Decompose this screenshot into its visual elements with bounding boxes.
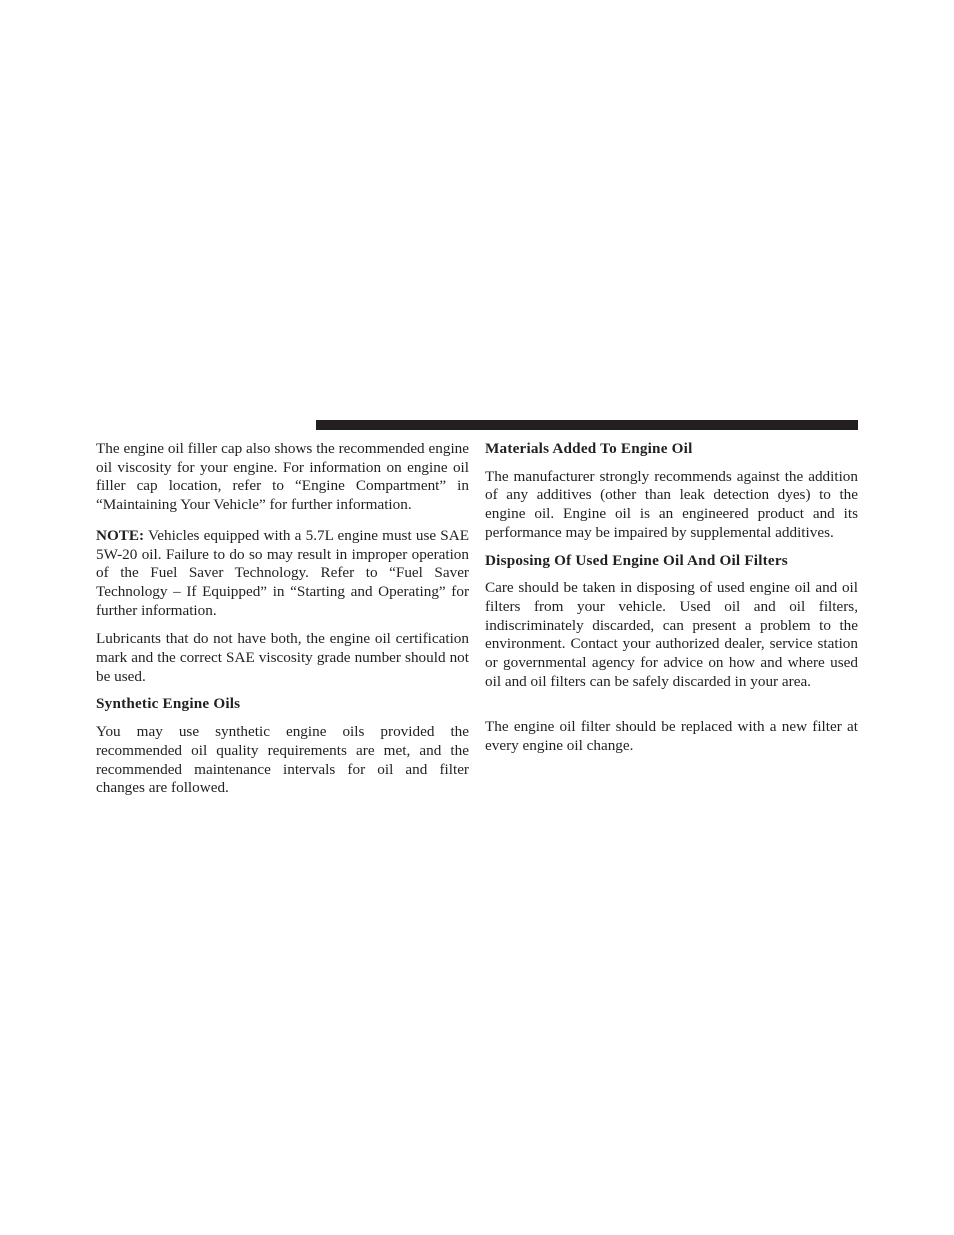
section-rule — [316, 420, 858, 430]
paragraph-filler-cap: The engine oil filler cap also shows the recommended engine oil viscosity for your engine. For information on engine oil filler cap location, refer to “Engine Compartment” in “Maintaining Your Vehicle” for further information. — [96, 440, 469, 514]
right-column — [485, 440, 858, 756]
left-column — [96, 440, 469, 798]
note-paragraph — [96, 527, 469, 621]
paragraph-materials-added: The manufacturer strongly recommends against the addition of any additives (other than leak detection dyes) to the engine oil. Engine oil is an engineered product and its performance may be impaired by supplemental additives. — [485, 467, 858, 541]
heading-materials-added: Materials Added To Engine Oil — [485, 440, 693, 457]
heading-synthetic-oils: Synthetic Engine Oils — [96, 695, 241, 713]
heading-disposing: Disposing Of Used Engine Oil And Oil Filters — [485, 551, 788, 569]
paragraph-synthetic-oils: You may use synthetic engine oils provided the recommended oil quality requirements are met, and the recommended maintenance intervals for oil and filter changes are followed. — [96, 723, 469, 797]
paragraph-lubricants: Lubricants that do not have both, the engine oil certification mark and the correct SAE viscosity grade number should not be used. — [96, 630, 469, 685]
paragraph-oil-filter: The engine oil filter should be replaced with a new filter at every engine oil change. — [485, 718, 858, 755]
note-text: Vehicles equipped with a 5.7L engine must use SAE 5W-20 oil. Failure to do so may result in improper operation of the Fuel Saver Technology. Refer to “Fuel Saver Technology – If Equipped” in “Starting and Operating” for further information. — [96, 526, 469, 619]
note-label: NOTE: — [96, 526, 145, 544]
paragraph-disposing: Care should be taken in disposing of used engine oil and oil filters from your vehicle. Used oil and oil filters, indiscriminately discarded, can present a problem to the environment. Contact your authorized dealer, service station or governmental agency for advice on how and where used oil and oil filters can be safely discarded in your area. — [485, 579, 858, 690]
